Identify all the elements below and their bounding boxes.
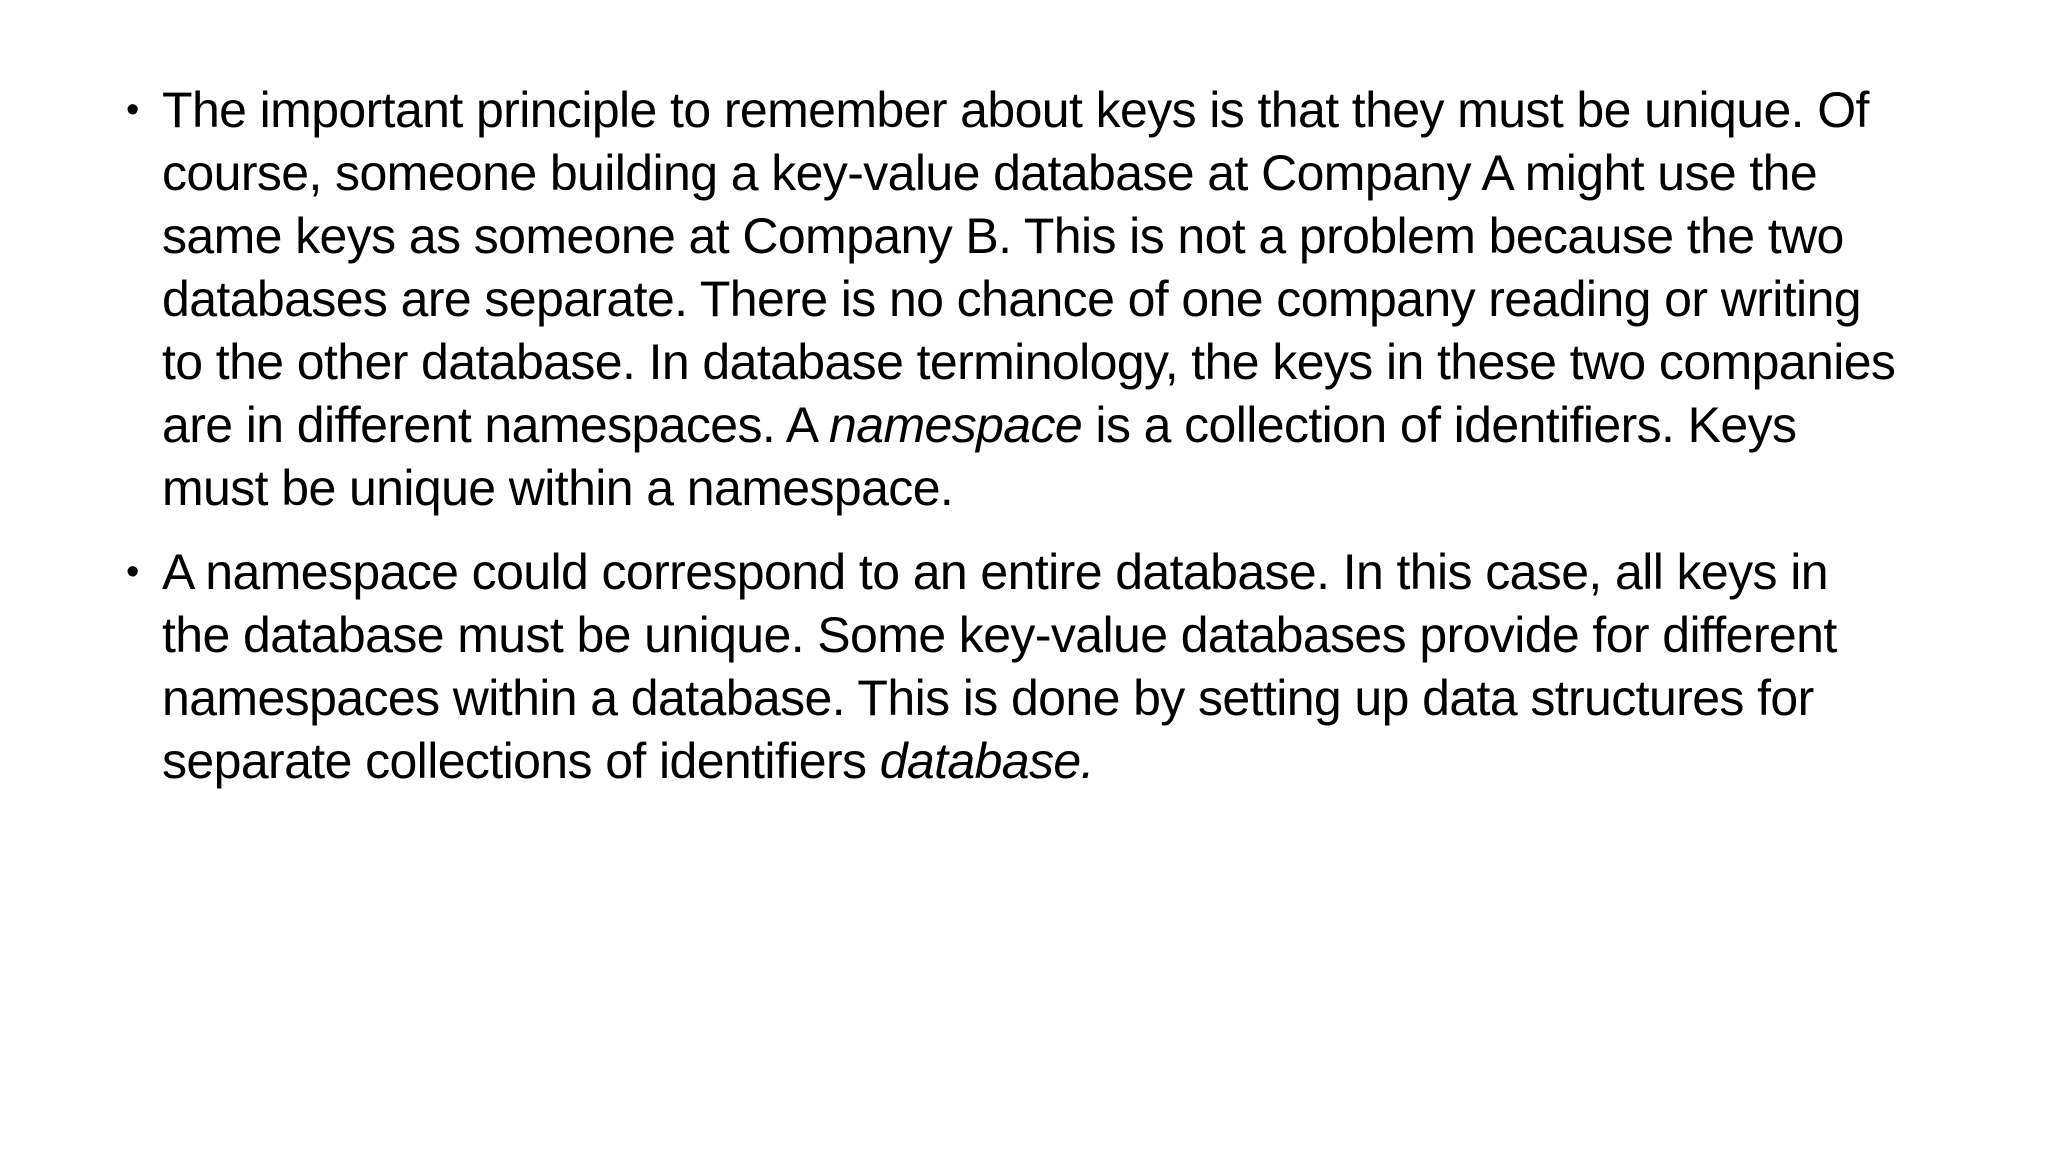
bullet-text-segment: A namespace could correspond to an entire database. In this case, all keys in the database must be unique. Some key-value databases provide for different namespaces within a database. This is done by setting up data structures for separate collections of identifiers — [162, 544, 1837, 789]
bullet-dot-icon: • — [126, 551, 139, 593]
bullet-text — [162, 79, 1902, 520]
bullet-text-segment: is a collection of identifiers. Keys must be unique within a namespace. — [162, 397, 1797, 516]
bullet-item — [126, 541, 1902, 793]
bullet-item — [126, 79, 1902, 520]
italic-term: namespace — [829, 397, 1083, 453]
bullet-text-segment: The important principle to remember about keys is that they must be unique. Of course, someone building a key-value database at Company A might use the same keys as someone at Company B. This is not a problem because the two databases are separate. There is no chance of one company reading or writing to the other database. In database terminology, the keys in these two companies are in different namespaces. A — [162, 82, 1896, 453]
italic-term: database. — [879, 733, 1094, 789]
slide-content — [126, 79, 1902, 814]
bullet-dot-icon: • — [126, 89, 139, 131]
bullet-text — [162, 541, 1902, 793]
